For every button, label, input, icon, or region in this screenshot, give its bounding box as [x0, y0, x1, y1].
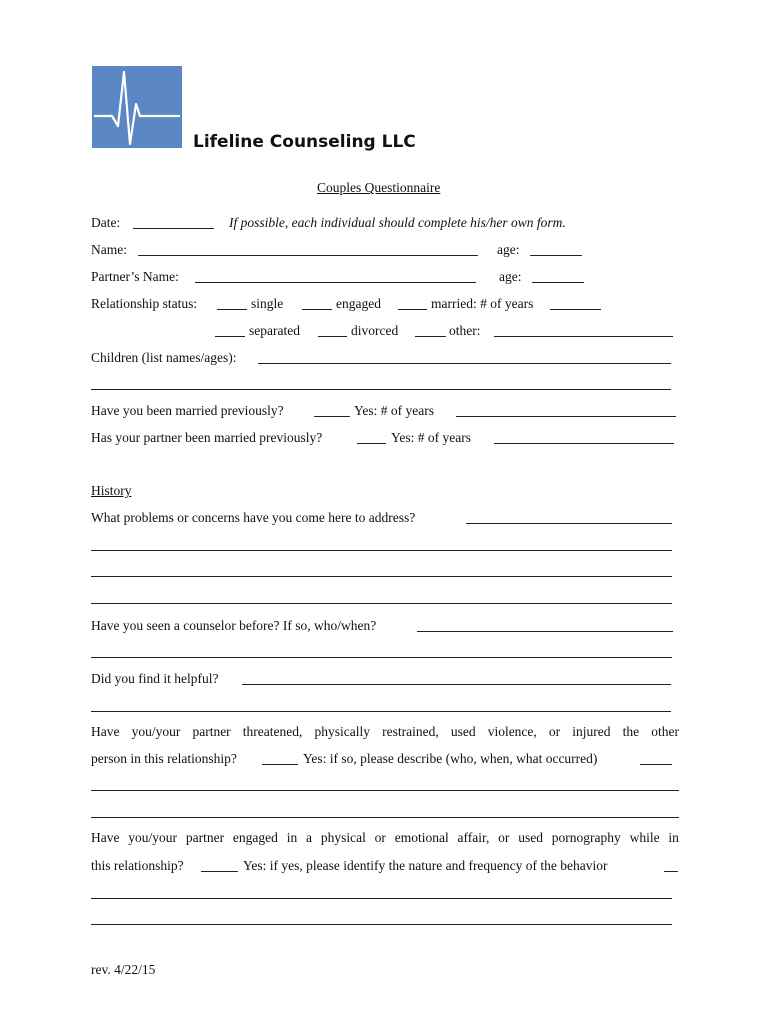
violence-question-line-1	[91, 724, 679, 740]
problems-field[interactable]	[466, 523, 672, 524]
affair-blank[interactable]	[201, 871, 238, 872]
word: used	[450, 724, 476, 739]
company-logo	[92, 66, 182, 148]
affair-question-line-2b: Yes: if yes, please identify the nature and frequency of the behavior	[243, 858, 608, 873]
name-label: Name:	[91, 242, 127, 257]
partner-married-previously-years-field[interactable]	[494, 443, 674, 444]
children-field[interactable]	[258, 363, 671, 364]
word: the	[622, 724, 640, 739]
separated-blank[interactable]	[215, 336, 245, 337]
violence-describe-field[interactable]	[640, 764, 672, 765]
word: partner	[192, 724, 231, 739]
other-option-label: other:	[449, 323, 481, 338]
relationship-status-label: Relationship status:	[91, 296, 198, 311]
word: injured	[572, 724, 611, 739]
partner-name-label: Partner’s Name:	[91, 269, 179, 284]
affair-field-line-2[interactable]	[91, 898, 672, 899]
word: partner	[185, 830, 225, 845]
word: you/your	[131, 724, 181, 739]
married-previously-blank[interactable]	[314, 416, 350, 417]
married-previously-years-label: Yes: # of years	[354, 403, 434, 418]
married-previously-years-field[interactable]	[456, 416, 676, 417]
problems-field-line-3[interactable]	[91, 576, 672, 577]
counselor-field-line-2[interactable]	[91, 657, 672, 658]
word: or	[498, 830, 510, 845]
problems-field-line-4[interactable]	[91, 603, 672, 604]
engaged-option-label: engaged	[336, 296, 381, 311]
married-previously-label: Have you been married previously?	[91, 403, 284, 418]
other-blank[interactable]	[415, 336, 446, 337]
word: affair,	[457, 830, 490, 845]
engaged-blank[interactable]	[302, 309, 332, 310]
partner-age-field[interactable]	[532, 282, 584, 283]
word: used	[518, 830, 543, 845]
date-label: Date:	[91, 215, 121, 230]
word: engaged	[232, 830, 278, 845]
heartbeat-icon	[92, 66, 182, 148]
word: while	[629, 830, 660, 845]
violence-blank[interactable]	[262, 764, 298, 765]
helpful-label: Did you find it helpful?	[91, 671, 219, 686]
word: you/your	[128, 830, 178, 845]
age-label: age:	[497, 242, 520, 257]
word: emotional	[394, 830, 449, 845]
word: Have	[91, 830, 120, 845]
affair-field-line-3[interactable]	[91, 924, 672, 925]
married-blank[interactable]	[398, 309, 427, 310]
partner-married-previously-years-label: Yes: # of years	[391, 430, 471, 445]
age-field[interactable]	[530, 255, 582, 256]
partner-married-previously-label: Has your partner been married previously?	[91, 430, 323, 445]
word: or	[374, 830, 386, 845]
counselor-field[interactable]	[417, 631, 673, 632]
affair-question-line-1	[91, 830, 679, 846]
name-field[interactable]	[138, 255, 478, 256]
partner-name-field[interactable]	[195, 282, 476, 283]
word: other	[651, 724, 679, 739]
instruction-text: If possible, each individual should complete his/her own form.	[229, 215, 566, 230]
word: restrained,	[382, 724, 439, 739]
word: in	[286, 830, 298, 845]
other-field[interactable]	[494, 336, 673, 337]
company-name: Lifeline Counseling LLC	[193, 132, 416, 152]
form-title: Couples Questionnaire	[317, 180, 441, 195]
helpful-field-line-2[interactable]	[91, 711, 671, 712]
word: violence,	[487, 724, 537, 739]
partner-age-label: age:	[499, 269, 522, 284]
word: physical	[320, 830, 366, 845]
word: physically	[314, 724, 370, 739]
word: a	[306, 830, 313, 845]
married-option-label: married: # of years	[431, 296, 534, 311]
revision-date: rev. 4/22/15	[91, 962, 156, 977]
children-label: Children (list names/ages):	[91, 350, 237, 365]
single-blank[interactable]	[217, 309, 247, 310]
affair-question-line-2a: this relationship?	[91, 858, 184, 873]
counselor-label: Have you seen a counselor before? If so, who/when?	[91, 618, 377, 633]
word: pornography	[551, 830, 621, 845]
word: or	[548, 724, 561, 739]
single-option-label: single	[251, 296, 284, 311]
violence-field-line-3[interactable]	[91, 817, 679, 818]
partner-married-previously-blank[interactable]	[357, 443, 386, 444]
affair-describe-field[interactable]	[664, 871, 678, 872]
word: in	[668, 830, 679, 845]
children-field-line-2[interactable]	[91, 389, 671, 390]
divorced-option-label: divorced	[351, 323, 399, 338]
word: threatened,	[242, 724, 303, 739]
helpful-field[interactable]	[242, 684, 671, 685]
violence-question-line-2a: person in this relationship?	[91, 751, 237, 766]
separated-option-label: separated	[249, 323, 300, 338]
problems-label: What problems or concerns have you come here to address?	[91, 510, 416, 525]
problems-field-line-2[interactable]	[91, 550, 672, 551]
history-heading: History	[91, 483, 132, 498]
divorced-blank[interactable]	[318, 336, 347, 337]
date-field[interactable]	[133, 228, 214, 229]
violence-field-line-2[interactable]	[91, 790, 679, 791]
word: Have	[91, 724, 120, 739]
violence-question-line-2b: Yes: if so, please describe (who, when, what occurred)	[303, 751, 598, 766]
married-years-field[interactable]	[550, 309, 601, 310]
